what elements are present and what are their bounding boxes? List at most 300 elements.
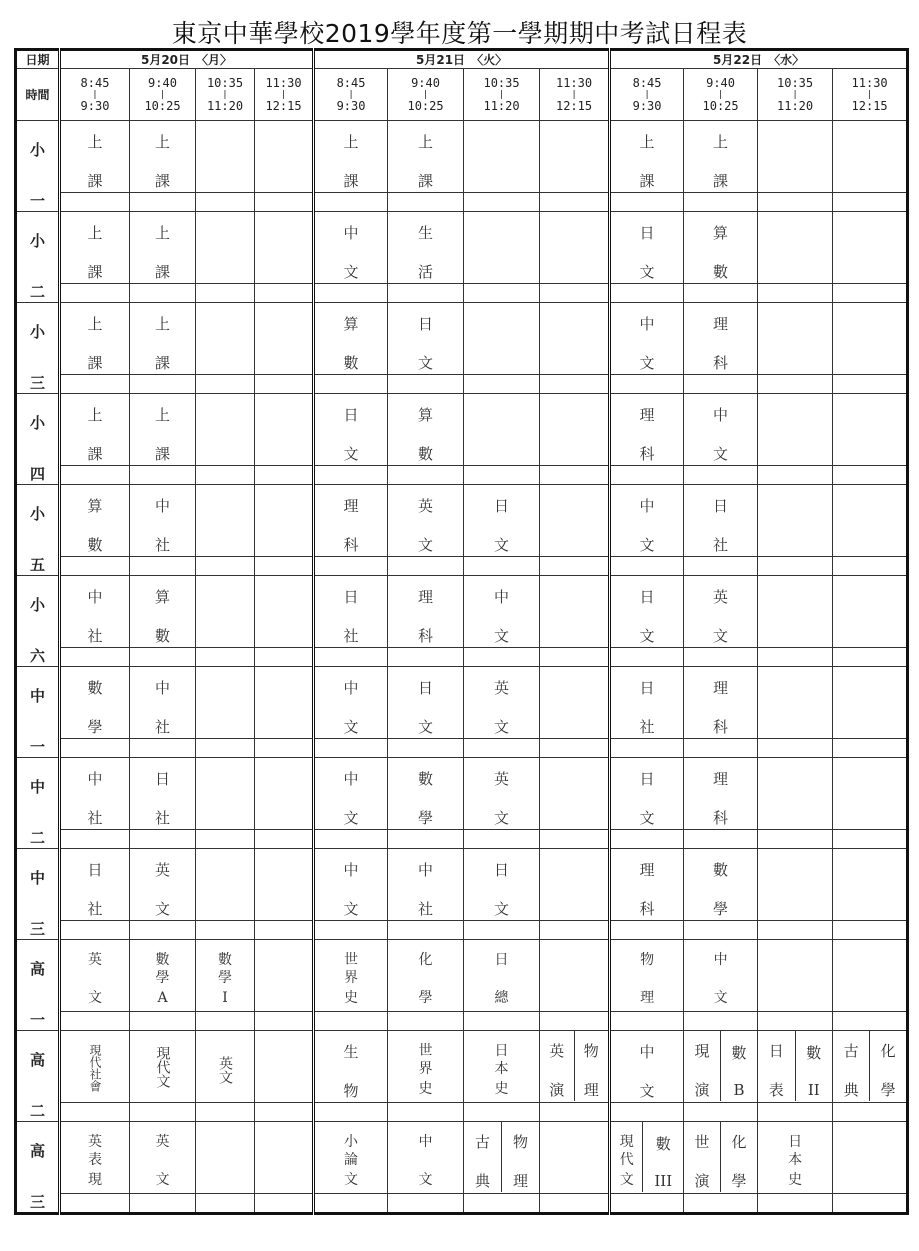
grade-label-h1: 高 一 [16,940,60,1031]
separator-cell [540,738,610,757]
exam-cell: 算 數 [684,212,758,284]
exam-cell-split [540,1031,610,1103]
separator-cell [196,374,255,393]
separator-cell [684,1011,758,1030]
separator-cell [60,556,130,575]
exam-cell: 日 文 [610,212,684,284]
exam-cell [540,758,610,830]
separator-cell [684,465,758,484]
exam-cell [833,1122,908,1194]
exam-cell [758,303,833,375]
separator-cell [60,647,130,666]
separator-cell [196,1011,255,1030]
period-3-day1: 10:35 | 11:20 [196,69,255,121]
exam-cell-split [758,1031,833,1103]
exam-cell: 英 文 [388,485,464,557]
exam-cell-split [464,1122,540,1194]
exam-cell: 上 課 [610,121,684,193]
separator-cell [255,1011,314,1030]
separator-cell [684,920,758,939]
exam-cell: 上 課 [60,212,130,284]
exam-cell [540,303,610,375]
exam-subcell: 現 代 文 [611,1122,643,1192]
exam-cell: 算 數 [314,303,388,375]
separator-cell [758,465,833,484]
exam-cell: 日 社 [610,667,684,739]
exam-subcell: 英 演 [540,1031,574,1101]
separator-cell [540,647,610,666]
separator-cell [314,647,388,666]
day-header-1: 5月20日 〈月〉 [60,50,314,69]
separator-cell [610,1011,684,1030]
exam-subcell: 化 學 [880,1042,896,1100]
exam-cell [540,485,610,557]
exam-cell: 中 社 [60,758,130,830]
separator-cell [388,738,464,757]
grade-label-s4: 小 四 [16,394,60,485]
period-2-day3: 9:40 | 10:25 [684,69,758,121]
separator-cell [60,465,130,484]
separator-cell [833,829,908,848]
exam-cell [196,758,255,830]
exam-cell: 上 課 [314,121,388,193]
separator-cell [610,647,684,666]
separator-cell [196,920,255,939]
exam-subcell: 數 B [731,1043,747,1099]
exam-cell: 日 文 [610,576,684,648]
exam-cell: 中 社 [388,849,464,921]
exam-cell-split [684,1031,758,1103]
period-1-day2: 8:45 | 9:30 [314,69,388,121]
separator-cell [684,829,758,848]
separator-cell [60,738,130,757]
exam-cell-split [610,1122,684,1194]
exam-subcell: 世 演 [684,1122,721,1192]
separator-cell [130,738,196,757]
exam-cell: 小 論 文 [314,1122,388,1194]
separator-cell [255,647,314,666]
exam-cell [540,940,610,1012]
period-3-day3: 10:35 | 11:20 [758,69,833,121]
separator-cell [196,192,255,211]
exam-cell: 中 文 [684,394,758,466]
exam-cell: 中 文 [610,1031,684,1103]
separator-cell [388,647,464,666]
separator-cell [610,374,684,393]
exam-cell: 中 社 [130,485,196,557]
separator-cell [610,465,684,484]
exam-cell [758,758,833,830]
separator-cell [130,192,196,211]
exam-cell [758,485,833,557]
exam-cell: 上 課 [130,303,196,375]
exam-cell [540,1122,610,1194]
exam-schedule-table [14,48,909,1215]
separator-cell [60,920,130,939]
separator-cell [833,192,908,211]
exam-cell: 英 文 [130,849,196,921]
exam-cell: 英 文 [464,758,540,830]
exam-cell [196,394,255,466]
separator-cell [540,374,610,393]
separator-cell [684,192,758,211]
exam-cell: 日 本 史 [464,1031,540,1103]
exam-cell: 生 活 [388,212,464,284]
exam-cell [758,576,833,648]
exam-cell: 中 文 [610,485,684,557]
separator-cell [130,647,196,666]
separator-cell [255,829,314,848]
period-4-day1: 11:30 | 12:15 [255,69,314,121]
exam-cell: 理 科 [684,758,758,830]
grade-label-m1: 中 一 [16,667,60,758]
exam-cell [255,212,314,284]
period-2-day1: 9:40 | 10:25 [130,69,196,121]
separator-cell [833,920,908,939]
exam-cell [464,303,540,375]
exam-cell: 算 數 [388,394,464,466]
grade-label-h3: 高 三 [16,1122,60,1214]
exam-cell: 算 數 [130,576,196,648]
separator-cell [314,556,388,575]
exam-cell [255,576,314,648]
separator-cell [758,192,833,211]
exam-cell [255,667,314,739]
separator-cell [758,1011,833,1030]
exam-cell: 上 課 [60,121,130,193]
exam-cell: 中 文 [314,212,388,284]
exam-cell: 中 文 [388,1122,464,1194]
exam-subcell: 化 學 [731,1133,747,1191]
separator-cell [130,1011,196,1030]
separator-cell [388,374,464,393]
separator-cell [464,465,540,484]
exam-cell [255,940,314,1012]
exam-cell: 日 總 [464,940,540,1012]
day-header-2: 5月21日 〈火〉 [314,50,610,69]
exam-cell [464,121,540,193]
separator-cell [610,829,684,848]
exam-cell [758,940,833,1012]
separator-cell [60,374,130,393]
exam-cell: 日 文 [464,849,540,921]
period-3-day2: 10:35 | 11:20 [464,69,540,121]
separator-cell [388,1011,464,1030]
exam-cell: 日 社 [684,485,758,557]
exam-cell [255,485,314,557]
separator-cell [610,283,684,302]
separator-cell [610,738,684,757]
exam-cell: 中 文 [610,303,684,375]
separator-cell [540,556,610,575]
exam-cell [540,576,610,648]
separator-cell [833,1011,908,1030]
exam-cell [196,121,255,193]
exam-subcell: 物 理 [513,1133,529,1191]
exam-cell-split [684,1122,758,1194]
exam-cell: 理 科 [684,303,758,375]
separator-cell [464,192,540,211]
separator-cell [540,465,610,484]
separator-cell [255,920,314,939]
exam-cell: 數 學 [388,758,464,830]
separator-cell [464,829,540,848]
exam-cell: 英文 [196,1031,255,1103]
grade-label-m2: 中 二 [16,758,60,849]
exam-cell: 上 課 [388,121,464,193]
exam-cell: 英 文 [684,576,758,648]
separator-cell [314,1011,388,1030]
page-title: 東京中華學校2019學年度第一學期期中考試日程表 [171,19,748,48]
exam-cell: 生 物 [314,1031,388,1103]
exam-subcell: 古 典 [464,1122,502,1192]
separator-cell [610,556,684,575]
exam-cell: 中 社 [130,667,196,739]
exam-cell [540,667,610,739]
grade-label-h2: 高 二 [16,1031,60,1122]
exam-cell [196,212,255,284]
exam-cell: 世 界 史 [314,940,388,1012]
exam-cell: 日 文 [464,485,540,557]
exam-subcell: 古 典 [833,1031,870,1101]
separator-cell [60,192,130,211]
date-label: 日期 [16,50,60,69]
exam-cell [833,394,908,466]
exam-cell [196,849,255,921]
exam-cell: 日 文 [314,394,388,466]
separator-cell [833,374,908,393]
exam-cell [833,576,908,648]
separator-cell [464,283,540,302]
exam-subcell: 現 演 [684,1031,721,1101]
exam-cell [833,849,908,921]
exam-cell: 英 文 [130,1122,196,1194]
separator-cell [758,829,833,848]
exam-cell [255,1031,314,1103]
separator-cell [464,556,540,575]
exam-cell: 數 學 A [130,940,196,1012]
separator-cell [684,374,758,393]
exam-cell [540,212,610,284]
exam-cell: 上 課 [684,121,758,193]
separator-cell [833,647,908,666]
grade-label-s3: 小 三 [16,303,60,394]
exam-cell: 日 文 [388,303,464,375]
exam-cell: 日 文 [388,667,464,739]
period-1-day3: 8:45 | 9:30 [610,69,684,121]
exam-cell [758,849,833,921]
separator-cell [388,556,464,575]
separator-cell [540,1011,610,1030]
exam-cell: 化 學 [388,940,464,1012]
separator-cell [833,556,908,575]
separator-cell [314,192,388,211]
separator-cell [833,738,908,757]
exam-cell-split [833,1031,908,1103]
exam-cell [833,758,908,830]
exam-cell: 英 表 現 [60,1122,130,1194]
separator-cell [464,374,540,393]
exam-cell: 理 科 [610,849,684,921]
separator-cell [540,283,610,302]
separator-cell [314,738,388,757]
exam-cell: 中 文 [314,667,388,739]
exam-cell [833,485,908,557]
exam-cell: 日 社 [314,576,388,648]
exam-cell: 中 文 [314,758,388,830]
exam-cell: 理 科 [610,394,684,466]
separator-cell [388,465,464,484]
exam-cell: 日 本 史 [758,1122,833,1194]
separator-cell [255,283,314,302]
exam-cell: 現代社會 [60,1031,130,1103]
separator-cell [130,556,196,575]
separator-cell [758,283,833,302]
exam-cell: 日 文 [610,758,684,830]
exam-cell [540,849,610,921]
exam-cell [196,303,255,375]
exam-cell: 英 文 [464,667,540,739]
exam-cell: 上 課 [130,212,196,284]
grade-label-s5: 小 五 [16,485,60,576]
exam-cell [255,121,314,193]
separator-cell [758,374,833,393]
exam-cell: 中 文 [314,849,388,921]
exam-cell: 上 課 [60,303,130,375]
separator-cell [758,647,833,666]
separator-cell [60,283,130,302]
separator-cell [130,374,196,393]
exam-cell [833,121,908,193]
grade-label-s2: 小 二 [16,212,60,303]
separator-cell [540,920,610,939]
separator-cell [130,920,196,939]
separator-cell [196,283,255,302]
exam-cell [540,121,610,193]
exam-subcell: 數 II [806,1043,822,1099]
separator-cell [314,465,388,484]
separator-cell [130,465,196,484]
separator-cell [684,556,758,575]
separator-cell [540,829,610,848]
exam-cell: 數 學 I [196,940,255,1012]
separator-cell [758,920,833,939]
exam-cell: 中 文 [684,940,758,1012]
day-header-3: 5月22日 〈水〉 [610,50,908,69]
exam-cell [758,121,833,193]
separator-cell [60,1011,130,1030]
exam-cell [833,667,908,739]
separator-cell [255,738,314,757]
separator-cell [196,465,255,484]
exam-cell: 上 課 [130,121,196,193]
separator-cell [196,829,255,848]
separator-cell [464,738,540,757]
exam-cell [833,303,908,375]
separator-cell [833,465,908,484]
exam-subcell: 數 III [654,1134,673,1190]
exam-cell [540,394,610,466]
exam-cell: 世 界 史 [388,1031,464,1103]
separator-cell [684,647,758,666]
exam-cell [758,212,833,284]
exam-cell: 中 文 [464,576,540,648]
period-4-day3: 11:30 | 12:15 [833,69,908,121]
exam-cell [833,940,908,1012]
exam-cell [255,394,314,466]
exam-cell: 日 社 [60,849,130,921]
exam-cell: 算 數 [60,485,130,557]
separator-cell [388,920,464,939]
separator-cell [684,283,758,302]
separator-cell [130,829,196,848]
exam-cell: 上 課 [130,394,196,466]
separator-cell [610,920,684,939]
exam-cell [196,1122,255,1194]
grade-label-s1: 小 一 [16,121,60,212]
separator-cell [610,192,684,211]
exam-cell: 理 科 [314,485,388,557]
period-2-day2: 9:40 | 10:25 [388,69,464,121]
exam-subcell: 日 表 [758,1031,795,1101]
exam-cell [255,1122,314,1194]
separator-cell [758,738,833,757]
separator-cell [314,829,388,848]
separator-cell [464,1011,540,1030]
separator-cell [540,192,610,211]
exam-cell: 理 科 [388,576,464,648]
separator-cell [255,192,314,211]
exam-cell [196,485,255,557]
separator-cell [758,556,833,575]
exam-cell [758,667,833,739]
exam-cell: 數 學 [684,849,758,921]
period-1-day1: 8:45 | 9:30 [60,69,130,121]
separator-cell [255,556,314,575]
separator-cell [314,283,388,302]
exam-cell [464,394,540,466]
separator-cell [255,465,314,484]
separator-cell [255,374,314,393]
separator-cell [60,829,130,848]
separator-cell [196,556,255,575]
exam-cell: 物 理 [610,940,684,1012]
separator-cell [684,738,758,757]
exam-cell: 理 科 [684,667,758,739]
separator-cell [314,374,388,393]
exam-cell: 現代文 [130,1031,196,1103]
separator-cell [464,920,540,939]
separator-cell [130,283,196,302]
exam-cell: 中 社 [60,576,130,648]
separator-cell [388,283,464,302]
separator-cell [388,192,464,211]
exam-cell: 英 文 [60,940,130,1012]
exam-cell: 上 課 [60,394,130,466]
separator-cell [833,283,908,302]
exam-cell [758,394,833,466]
exam-cell [833,212,908,284]
exam-cell [196,667,255,739]
separator-cell [196,647,255,666]
time-label: 時間 [16,69,60,121]
grade-label-s6: 小 六 [16,576,60,667]
exam-cell [255,849,314,921]
exam-cell [255,303,314,375]
exam-cell: 數 學 [60,667,130,739]
exam-cell: 日 社 [130,758,196,830]
exam-subcell: 物 理 [583,1042,599,1100]
